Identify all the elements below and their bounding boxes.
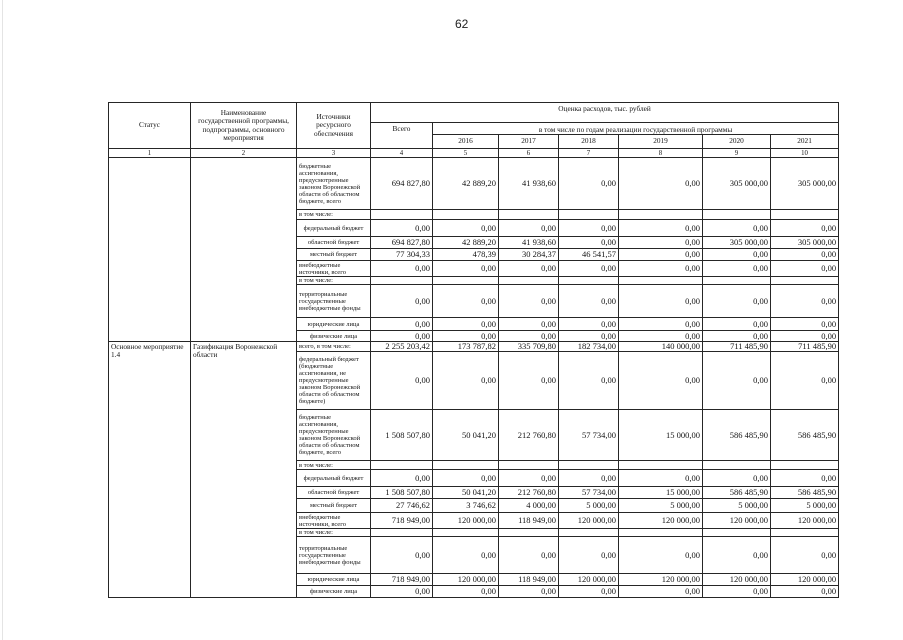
year-value-cell: 5 000,00	[703, 499, 771, 513]
year-value-cell: 478,39	[433, 249, 499, 261]
year-value-cell: 15 000,00	[619, 410, 703, 461]
year-value-cell: 0,00	[559, 537, 619, 574]
year-value-cell: 0,00	[619, 470, 703, 487]
year-value-cell: 46 541,57	[559, 249, 619, 261]
total-value-cell	[371, 461, 433, 470]
header-row	[109, 103, 839, 123]
source-label-cell: в том числе:	[297, 277, 371, 285]
total-value-cell: 27 746,62	[371, 499, 433, 513]
source-label-cell: юридические лица	[297, 574, 371, 586]
year-value-cell: 0,00	[619, 586, 703, 598]
year-value-cell: 0,00	[499, 285, 559, 318]
source-label-cell: областной бюджет	[297, 237, 371, 249]
column-number: 10	[771, 149, 839, 158]
year-value-cell: 42 889,20	[433, 237, 499, 249]
budget-table	[108, 102, 839, 598]
year-value-cell: 120 000,00	[703, 574, 771, 586]
total-value-cell: 694 827,80	[371, 237, 433, 249]
year-value-cell: 42 889,20	[433, 158, 499, 210]
year-value-cell: 0,00	[619, 261, 703, 277]
source-label-cell: бюджетные ассигнования, предусмотренные законом Воронежской области об областном бюджете, всего	[297, 410, 371, 461]
year-value-cell: 120 000,00	[433, 513, 499, 529]
year-value-cell: 120 000,00	[433, 574, 499, 586]
total-value-cell	[371, 529, 433, 537]
year-value-cell: 3 746,62	[433, 499, 499, 513]
year-value-cell: 0,00	[619, 158, 703, 210]
year-value-cell: 0,00	[771, 470, 839, 487]
year-value-cell: 0,00	[499, 331, 559, 342]
year-value-cell	[771, 210, 839, 220]
year-value-cell: 212 760,80	[499, 410, 559, 461]
year-value-cell: 0,00	[559, 318, 619, 331]
year-value-cell: 0,00	[771, 318, 839, 331]
year-value-cell	[771, 529, 839, 537]
total-value-cell: 77 304,33	[371, 249, 433, 261]
year-value-cell: 0,00	[703, 586, 771, 598]
year-value-cell	[619, 277, 703, 285]
year-value-cell	[559, 210, 619, 220]
year-value-cell: 118 949,00	[499, 574, 559, 586]
year-value-cell: 0,00	[703, 249, 771, 261]
year-value-cell	[771, 277, 839, 285]
source-label-cell: бюджетные ассигнования, предусмотренные законом Воронежской области об областном бюджете, всего	[297, 158, 371, 210]
source-label-cell: федеральный бюджет	[297, 220, 371, 237]
total-value-cell: 0,00	[371, 220, 433, 237]
year-value-cell: 0,00	[559, 261, 619, 277]
year-value-cell	[771, 461, 839, 470]
year-value-cell: 0,00	[433, 470, 499, 487]
year-value-cell	[499, 277, 559, 285]
year-value-cell: 335 709,80	[499, 342, 559, 352]
source-label-cell: юридические лица	[297, 318, 371, 331]
year-value-cell	[499, 529, 559, 537]
year-value-cell: 0,00	[559, 331, 619, 342]
source-label-cell: в том числе:	[297, 529, 371, 537]
total-value-cell: 1 508 507,80	[371, 410, 433, 461]
table-row	[109, 342, 839, 352]
year-value-cell: 50 041,20	[433, 487, 499, 499]
status-cell: Основное мероприятие 1.4	[109, 342, 191, 598]
year-value-cell: 0,00	[499, 470, 559, 487]
year-value-cell: 0,00	[433, 352, 499, 410]
year-value-cell: 0,00	[619, 352, 703, 410]
header-total: Всего	[371, 123, 433, 149]
year-value-cell	[433, 461, 499, 470]
year-value-cell: 0,00	[559, 586, 619, 598]
column-number: 4	[371, 149, 433, 158]
column-numbers-row	[109, 149, 839, 158]
total-value-cell: 0,00	[371, 331, 433, 342]
year-value-cell: 0,00	[433, 285, 499, 318]
source-label-cell: местный бюджет	[297, 499, 371, 513]
year-value-cell: 0,00	[559, 158, 619, 210]
year-value-cell: 0,00	[559, 237, 619, 249]
table-header	[109, 103, 839, 158]
year-value-cell: 0,00	[619, 331, 703, 342]
year-value-cell: 0,00	[499, 261, 559, 277]
header-year: 2021	[771, 135, 839, 149]
year-value-cell: 50 041,20	[433, 410, 499, 461]
year-value-cell: 305 000,00	[703, 237, 771, 249]
name-cell: Газификация Воронежской области	[191, 342, 297, 598]
year-value-cell: 5 000,00	[771, 499, 839, 513]
year-value-cell: 212 760,80	[499, 487, 559, 499]
year-value-cell	[433, 277, 499, 285]
year-value-cell: 120 000,00	[771, 513, 839, 529]
year-value-cell	[559, 529, 619, 537]
source-label-cell: всего, в том числе:	[297, 342, 371, 352]
year-value-cell	[499, 210, 559, 220]
year-value-cell	[703, 210, 771, 220]
header-year: 2019	[619, 135, 703, 149]
year-value-cell: 0,00	[703, 318, 771, 331]
year-value-cell: 586 485,90	[771, 410, 839, 461]
year-value-cell: 0,00	[433, 331, 499, 342]
year-value-cell	[703, 529, 771, 537]
header-year: 2017	[499, 135, 559, 149]
source-label-cell: физические лица	[297, 586, 371, 598]
year-value-cell: 0,00	[499, 352, 559, 410]
year-value-cell: 0,00	[619, 537, 703, 574]
total-value-cell: 0,00	[371, 586, 433, 598]
header-name: Наименование государственной программы, подпрограммы, основного мероприятия	[191, 103, 297, 149]
year-value-cell: 0,00	[433, 586, 499, 598]
year-value-cell: 305 000,00	[771, 237, 839, 249]
year-value-cell	[703, 277, 771, 285]
header-year: 2020	[703, 135, 771, 149]
year-value-cell: 0,00	[619, 249, 703, 261]
source-label-cell: территориальные государственные внебюджетные фонды	[297, 285, 371, 318]
year-value-cell: 711 485,90	[703, 342, 771, 352]
column-number: 9	[703, 149, 771, 158]
year-value-cell: 0,00	[559, 352, 619, 410]
column-number: 3	[297, 149, 371, 158]
table-row	[109, 158, 839, 210]
header-sources: Источники ресурсного обеспечения	[297, 103, 371, 149]
year-value-cell: 0,00	[771, 352, 839, 410]
total-value-cell: 718 949,00	[371, 574, 433, 586]
total-value-cell: 718 949,00	[371, 513, 433, 529]
year-value-cell: 0,00	[433, 220, 499, 237]
year-value-cell: 0,00	[433, 537, 499, 574]
total-value-cell: 0,00	[371, 261, 433, 277]
year-value-cell: 0,00	[433, 318, 499, 331]
year-value-cell: 140 000,00	[619, 342, 703, 352]
year-value-cell: 0,00	[771, 586, 839, 598]
header-estimate: Оценка расходов, тыс. рублей	[371, 103, 839, 123]
column-number: 7	[559, 149, 619, 158]
year-value-cell: 0,00	[771, 261, 839, 277]
year-value-cell: 305 000,00	[771, 158, 839, 210]
table-body	[109, 158, 839, 598]
year-value-cell: 182 734,00	[559, 342, 619, 352]
year-value-cell: 41 938,60	[499, 158, 559, 210]
year-value-cell	[619, 529, 703, 537]
year-value-cell: 30 284,37	[499, 249, 559, 261]
year-value-cell: 305 000,00	[703, 158, 771, 210]
total-value-cell: 0,00	[371, 352, 433, 410]
year-value-cell: 0,00	[619, 285, 703, 318]
total-value-cell: 2 255 203,42	[371, 342, 433, 352]
year-value-cell: 120 000,00	[619, 574, 703, 586]
year-value-cell: 0,00	[703, 220, 771, 237]
total-value-cell: 0,00	[371, 318, 433, 331]
scan-edge-line	[2, 0, 3, 640]
year-value-cell	[433, 529, 499, 537]
header-year: 2018	[559, 135, 619, 149]
year-value-cell: 0,00	[433, 261, 499, 277]
total-value-cell	[371, 210, 433, 220]
year-value-cell: 120 000,00	[559, 513, 619, 529]
column-number: 6	[499, 149, 559, 158]
header-status: Статус	[109, 103, 191, 149]
year-value-cell: 4 000,00	[499, 499, 559, 513]
year-value-cell: 0,00	[499, 537, 559, 574]
source-label-cell: физические лица	[297, 331, 371, 342]
year-value-cell: 120 000,00	[703, 513, 771, 529]
total-value-cell	[371, 277, 433, 285]
source-label-cell: в том числе:	[297, 461, 371, 470]
year-value-cell: 0,00	[771, 285, 839, 318]
year-value-cell	[499, 461, 559, 470]
column-number: 8	[619, 149, 703, 158]
year-value-cell: 15 000,00	[619, 487, 703, 499]
year-value-cell: 0,00	[619, 220, 703, 237]
year-value-cell: 0,00	[771, 249, 839, 261]
year-value-cell: 5 000,00	[559, 499, 619, 513]
year-value-cell: 57 734,00	[559, 487, 619, 499]
year-value-cell	[559, 461, 619, 470]
year-value-cell	[559, 277, 619, 285]
status-cell	[109, 158, 191, 342]
total-value-cell: 1 508 507,80	[371, 487, 433, 499]
header-year: 2016	[433, 135, 499, 149]
year-value-cell: 0,00	[619, 318, 703, 331]
year-value-cell: 0,00	[703, 537, 771, 574]
column-number: 2	[191, 149, 297, 158]
year-value-cell: 586 485,90	[771, 487, 839, 499]
year-value-cell: 0,00	[703, 285, 771, 318]
total-value-cell: 0,00	[371, 285, 433, 318]
year-value-cell: 0,00	[499, 318, 559, 331]
source-label-cell: федеральный бюджет (бюджетные ассигнования, не предусмотренные законом Воронежской области об областном бюджете)	[297, 352, 371, 410]
source-label-cell: в том числе:	[297, 210, 371, 220]
year-value-cell: 0,00	[559, 285, 619, 318]
source-label-cell: внебюджетные источники, всего	[297, 513, 371, 529]
year-value-cell: 0,00	[703, 352, 771, 410]
year-value-cell: 57 734,00	[559, 410, 619, 461]
year-value-cell: 586 485,90	[703, 487, 771, 499]
column-number: 5	[433, 149, 499, 158]
year-value-cell	[619, 461, 703, 470]
source-label-cell: федеральный бюджет	[297, 470, 371, 487]
source-label-cell: внебюджетные источники, всего	[297, 261, 371, 277]
year-value-cell: 0,00	[703, 331, 771, 342]
year-value-cell	[703, 461, 771, 470]
year-value-cell: 5 000,00	[619, 499, 703, 513]
total-value-cell: 0,00	[371, 537, 433, 574]
year-value-cell: 0,00	[771, 220, 839, 237]
year-value-cell	[433, 210, 499, 220]
page-number: 62	[455, 17, 469, 31]
name-cell	[191, 158, 297, 342]
year-value-cell: 0,00	[619, 237, 703, 249]
year-value-cell: 120 000,00	[559, 574, 619, 586]
year-value-cell: 0,00	[771, 537, 839, 574]
column-number: 1	[109, 149, 191, 158]
year-value-cell	[619, 210, 703, 220]
year-value-cell: 0,00	[559, 470, 619, 487]
year-value-cell: 120 000,00	[771, 574, 839, 586]
year-value-cell: 0,00	[703, 470, 771, 487]
header-by-years: в том числе по годам реализации государственной программы	[433, 123, 839, 135]
year-value-cell: 41 938,60	[499, 237, 559, 249]
total-value-cell: 0,00	[371, 470, 433, 487]
source-label-cell: областной бюджет	[297, 487, 371, 499]
year-value-cell: 120 000,00	[619, 513, 703, 529]
year-value-cell: 0,00	[559, 220, 619, 237]
year-value-cell: 118 949,00	[499, 513, 559, 529]
year-value-cell: 0,00	[771, 331, 839, 342]
total-value-cell: 694 827,80	[371, 158, 433, 210]
year-value-cell: 0,00	[703, 261, 771, 277]
source-label-cell: территориальные государственные внебюджетные фонды	[297, 537, 371, 574]
year-value-cell: 586 485,90	[703, 410, 771, 461]
source-label-cell: местный бюджет	[297, 249, 371, 261]
year-value-cell: 173 787,82	[433, 342, 499, 352]
year-value-cell: 711 485,90	[771, 342, 839, 352]
year-value-cell: 0,00	[499, 586, 559, 598]
year-value-cell: 0,00	[499, 220, 559, 237]
